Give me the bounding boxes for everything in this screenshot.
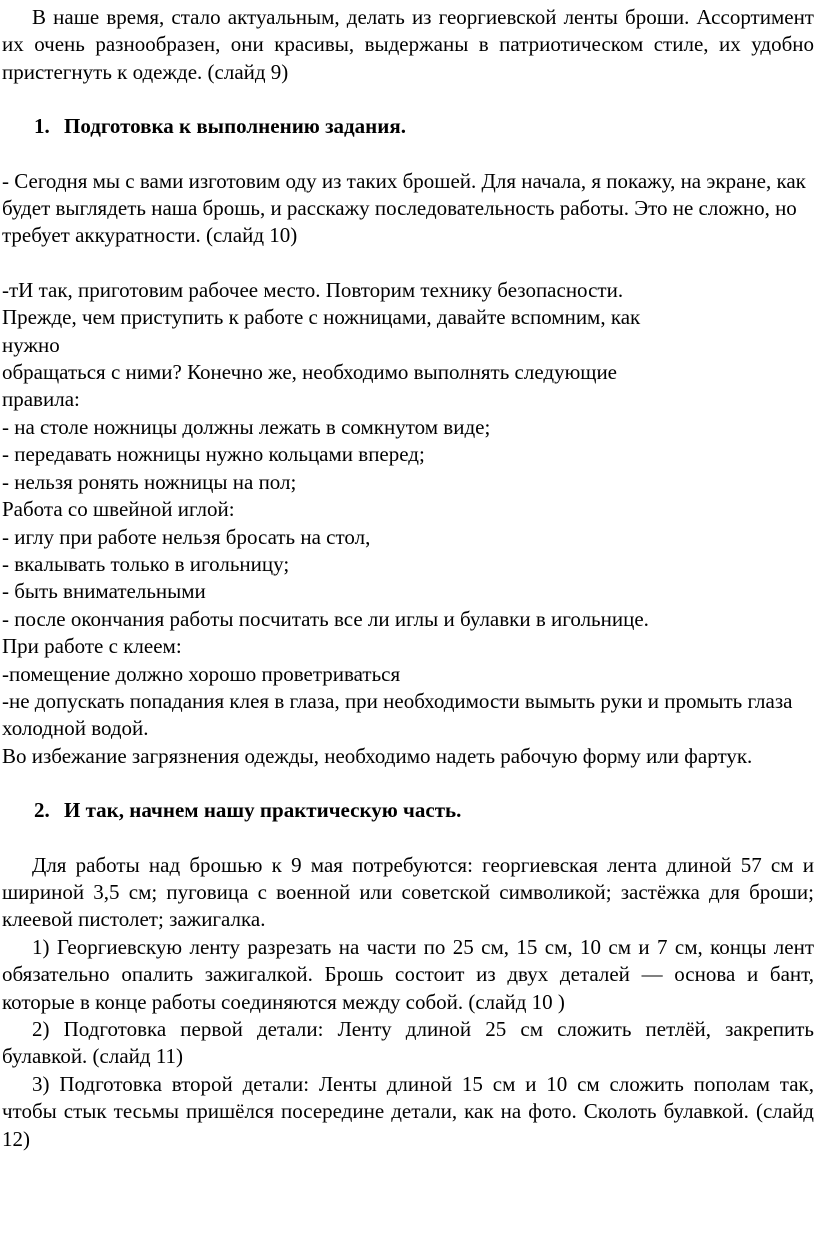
safety-intro-line: обращаться с ними? Конечно же, необходимо выполнять следующие xyxy=(2,360,617,385)
spacer xyxy=(2,86,814,113)
needle-rule: - иглу при работе нельзя бросать на стол, xyxy=(2,524,371,549)
intro-paragraph: В наше время, стало актуальным, делать из георгиевской ленты броши. Ассортимент их очень разнообразен, они красивы, выдержаны в патриотическом стиле, их удобно пристегнуть к одежде. (слайд 9) xyxy=(2,5,814,84)
spacer xyxy=(2,250,814,277)
spacer xyxy=(2,770,814,797)
section-2-heading xyxy=(2,797,814,824)
glue-rule: -помещение должно хорошо проветриваться xyxy=(2,661,401,686)
step-paragraph: 1) Георгиевскую ленту разрезать на части по 25 см, 15 см, 10 см и 7 см, концы лент обязательно опалить зажигалкой. Брошь состоит из двух деталей — основа и бант, которые в конце работы соединяются между собой. (слайд 10 ) xyxy=(2,934,814,1014)
scissors-rule: - нельзя ронять ножницы на пол; xyxy=(2,469,297,494)
glue-rule: -не допускать попадания клея в глаза, при необходимости вымыть руки и промыть глаза холодной водой. xyxy=(2,688,793,741)
section-1-number: 1. xyxy=(34,114,50,139)
step-paragraph: 3) Подготовка второй детали: Ленты длиной 15 см и 10 см сложить пополам так, чтобы стык тесьмы пришёлся посередине детали, как на фото. Сколоть булавкой. (слайд 12) xyxy=(2,1071,814,1151)
needle-heading: Работа со швейной иглой: xyxy=(2,497,235,522)
section-1-title: Подготовка к выполнению задания. xyxy=(64,114,406,139)
safety-intro-line: -тИ так, приготовим рабочее место. Повторим технику безопасности. xyxy=(2,277,624,302)
needle-rule: - вкалывать только в игольницу; xyxy=(2,551,290,576)
safety-intro-line: нужно xyxy=(2,332,60,357)
clothes-paragraph: Во избежание загрязнения одежды, необходимо надеть рабочую форму или фартук. xyxy=(2,743,753,768)
today-paragraph: - Сегодня мы с вами изготовим оду из таких брошей. Для начала, я покажу, на экране, как будет выглядеть наша брошь, и расскажу последовательность работы. Это не сложно, но требует аккуратности. (слайд 10) xyxy=(2,168,806,248)
spacer xyxy=(2,141,814,168)
section-2-number: 2. xyxy=(34,798,50,823)
safety-intro-line: правила: xyxy=(2,387,80,412)
materials-paragraph: Для работы над брошью к 9 мая потребуются: георгиевская лента длиной 57 см и шириной 3,5 см; пуговица с военной или советской символикой; застёжка для броши; клеевой пистолет; зажигалка. xyxy=(2,852,814,932)
scissors-rule: - на столе ножницы должны лежать в сомкнутом виде; xyxy=(2,414,491,439)
needle-rule: - после окончания работы посчитать все ли иглы и булавки в игольнице. xyxy=(2,606,649,631)
glue-heading: При работе с клеем: xyxy=(2,634,182,659)
scissors-rule: - передавать ножницы нужно кольцами вперед; xyxy=(2,442,425,467)
section-2-title: И так, начнем нашу практическую часть. xyxy=(64,798,462,823)
section-1-heading xyxy=(2,113,814,140)
needle-rule: - быть внимательными xyxy=(2,579,206,604)
safety-intro-line: Прежде, чем приступить к работе с ножницами, давайте вспомним, как xyxy=(2,305,641,330)
spacer xyxy=(2,825,814,852)
step-paragraph: 2) Подготовка первой детали: Ленту длиной 25 см сложить петлёй, закрепить булавкой. (слайд 11) xyxy=(2,1017,814,1069)
